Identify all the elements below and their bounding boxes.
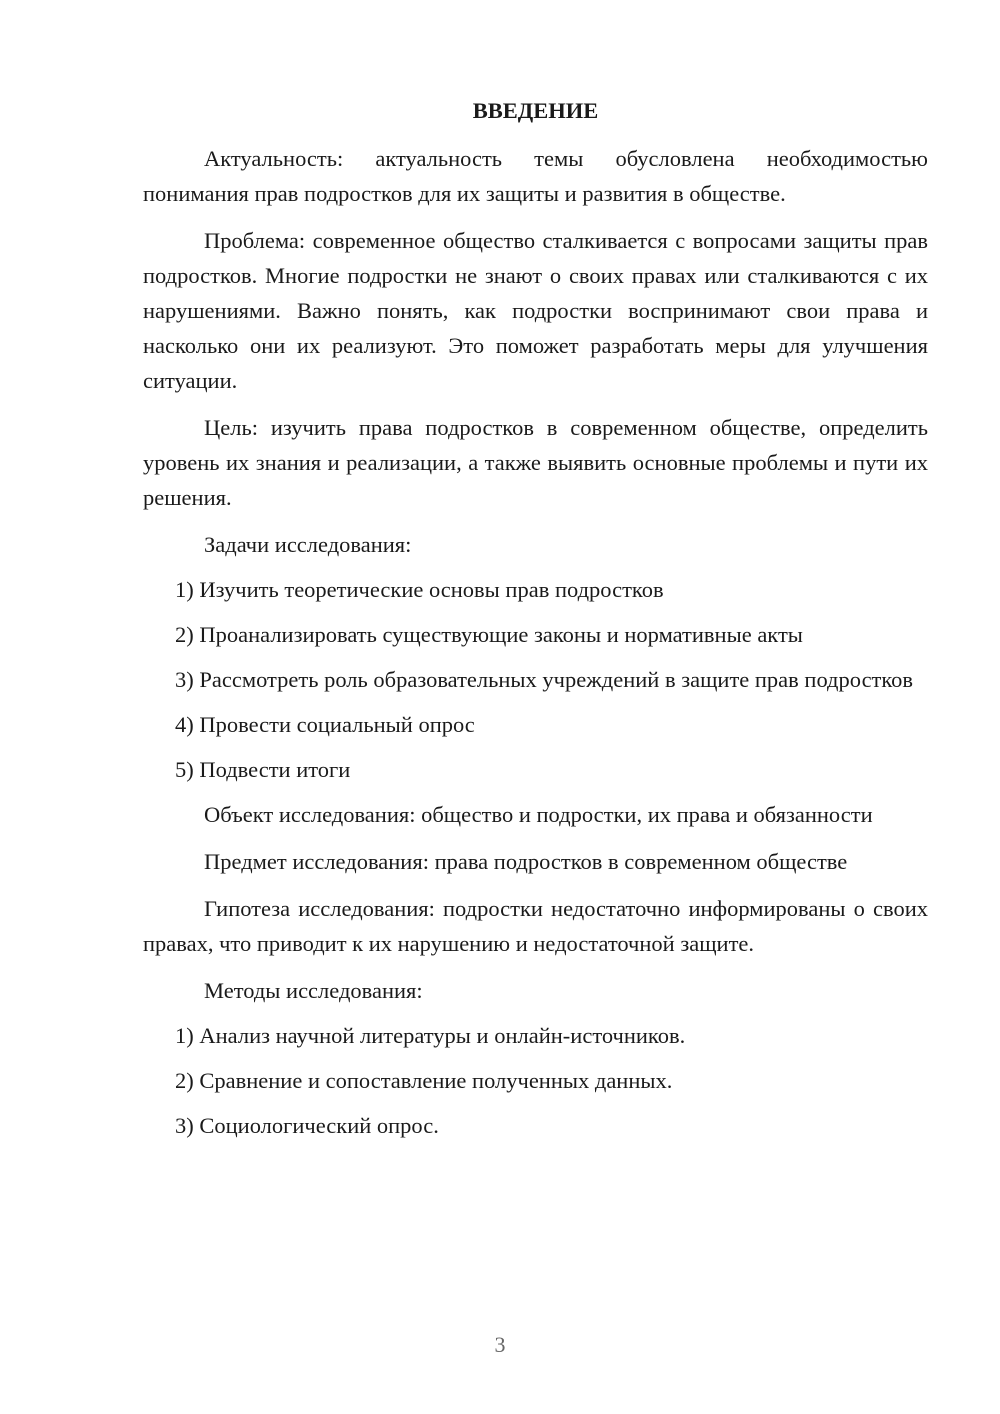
subject-paragraph: Предмет исследования: права подростков в современном обществе	[204, 849, 848, 874]
hypothesis-paragraph: Гипотеза исследования: подростки недостаточно информированы о своих правах, что приводит к их нарушению и недостаточной защите.	[143, 896, 928, 956]
task-item: 3) Рассмотреть роль образовательных учреждений в защите прав подростков	[175, 667, 914, 692]
task-item: 1) Изучить теоретические основы прав подростков	[175, 577, 664, 602]
relevance-paragraph: Актуальность: актуальность темы обусловлена необходимостью понимания прав подростков для их защиты и развития в обществе.	[143, 146, 928, 206]
section-title: ВВЕДЕНИЕ	[472, 98, 599, 123]
task-item: 5) Подвести итоги	[175, 757, 351, 782]
task-item: 2) Проанализировать существующие законы и нормативные акты	[175, 622, 803, 647]
page-number: 3	[494, 1332, 506, 1357]
methods-heading: Методы исследования:	[204, 978, 423, 1003]
task-item: 4) Провести социальный опрос	[175, 712, 475, 737]
problem-paragraph: Проблема: современное общество сталкивается с вопросами защиты прав подростков. Многие подростки не знают о своих правах или сталкиваются с их нарушениями. Важно понять, как подростки воспринимают свои права и насколько они их реализуют. Это поможет разработать меры для улучшения ситуации.	[143, 228, 928, 393]
tasks-heading: Задачи исследования:	[204, 532, 412, 557]
method-item: 3) Социологический опрос.	[175, 1113, 439, 1138]
document-body	[143, 95, 928, 1153]
method-item: 2) Сравнение и сопоставление полученных данных.	[175, 1068, 673, 1093]
method-item: 1) Анализ научной литературы и онлайн-источников.	[175, 1023, 686, 1048]
goal-paragraph: Цель: изучить права подростков в современном обществе, определить уровень их знания и реализации, а также выявить основные проблемы и пути их решения.	[143, 415, 928, 510]
object-paragraph: Объект исследования: общество и подростки, их права и обязанности	[204, 802, 873, 827]
